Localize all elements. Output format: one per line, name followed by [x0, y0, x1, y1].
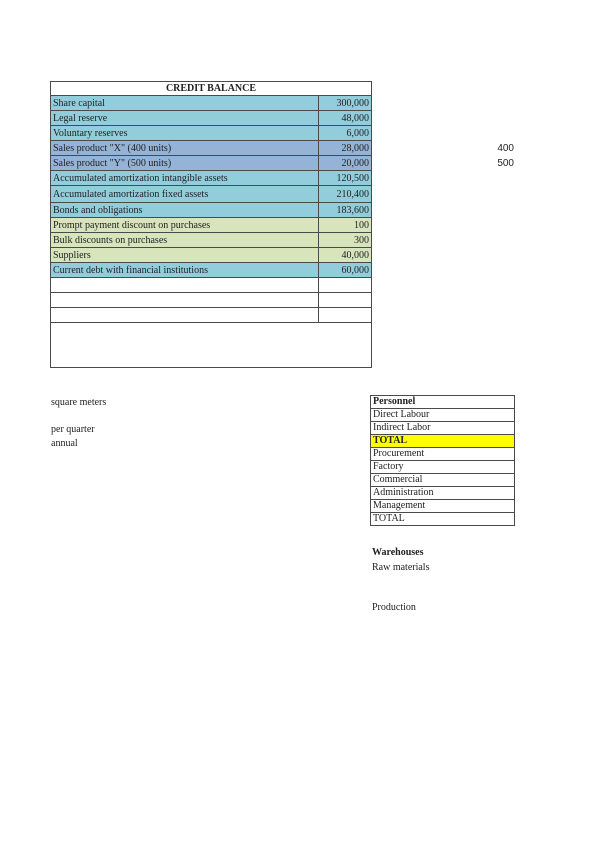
row-label[interactable]: Bulk discounts on purchases — [51, 233, 319, 248]
table-row — [51, 233, 372, 248]
row-amount[interactable]: 40,000 — [319, 248, 372, 263]
empty-cell[interactable] — [51, 323, 372, 368]
personnel-header[interactable]: Personnel — [371, 396, 515, 409]
row-label[interactable]: Bonds and obligations — [51, 203, 319, 218]
row-label[interactable]: Prompt payment discount on purchases — [51, 218, 319, 233]
row-amount[interactable]: 100 — [319, 218, 372, 233]
personnel-item[interactable]: Management — [371, 500, 515, 513]
row-amount[interactable]: 120,500 — [319, 171, 372, 186]
table-row — [51, 141, 372, 156]
empty-cell[interactable] — [319, 278, 372, 293]
row-label[interactable]: Share capital — [51, 96, 319, 111]
row-amount[interactable]: 20,000 — [319, 156, 372, 171]
table-row — [51, 203, 372, 218]
table-row — [371, 448, 515, 461]
table-row — [51, 126, 372, 141]
table-row — [371, 487, 515, 500]
production-label: Production — [372, 602, 416, 613]
warehouses-header: Warehouses — [372, 547, 424, 558]
table-row — [371, 396, 515, 409]
table-row — [51, 218, 372, 233]
personnel-item[interactable]: Indirect Labor — [371, 422, 515, 435]
table-row — [51, 156, 372, 171]
row-amount[interactable]: 300,000 — [319, 96, 372, 111]
credit-balance-table — [50, 81, 372, 368]
empty-cell[interactable] — [51, 278, 319, 293]
x-units-value[interactable]: 400 — [497, 143, 514, 154]
empty-row — [51, 293, 372, 308]
empty-cell[interactable] — [51, 293, 319, 308]
per-quarter-note: per quarter — [51, 424, 95, 435]
row-label[interactable]: Sales product "Y" (500 units) — [51, 156, 319, 171]
personnel-item[interactable]: Procurement — [371, 448, 515, 461]
row-label[interactable]: Legal reserve — [51, 111, 319, 126]
personnel-item[interactable]: Administration — [371, 487, 515, 500]
annual-note: annual — [51, 438, 78, 449]
table-row — [371, 422, 515, 435]
table-row — [51, 171, 372, 186]
table-row — [371, 461, 515, 474]
row-amount[interactable]: 28,000 — [319, 141, 372, 156]
table-row — [51, 111, 372, 126]
empty-cell[interactable] — [319, 308, 372, 323]
personnel-table — [370, 395, 515, 526]
table-row — [51, 263, 372, 278]
row-label[interactable]: Suppliers — [51, 248, 319, 263]
empty-cell[interactable] — [51, 308, 319, 323]
table-row — [51, 248, 372, 263]
table-row — [371, 500, 515, 513]
table-row — [51, 96, 372, 111]
table-row — [371, 513, 515, 526]
personnel-item[interactable]: Direct Labour — [371, 409, 515, 422]
empty-row — [51, 323, 372, 368]
row-label[interactable]: Accumulated amortization intangible assets — [51, 171, 319, 186]
personnel-total[interactable]: TOTAL — [371, 513, 515, 526]
row-amount[interactable]: 183,600 — [319, 203, 372, 218]
empty-row — [51, 278, 372, 293]
personnel-total-highlight[interactable]: TOTAL — [371, 435, 515, 448]
table-row — [371, 474, 515, 487]
square-meters-note: square meters — [51, 397, 107, 408]
y-units-value[interactable]: 500 — [497, 158, 514, 169]
personnel-item[interactable]: Factory — [371, 461, 515, 474]
credit-balance-title: CREDIT BALANCE — [51, 82, 372, 96]
personnel-item[interactable]: Commercial — [371, 474, 515, 487]
empty-cell[interactable] — [319, 293, 372, 308]
row-amount[interactable]: 60,000 — [319, 263, 372, 278]
row-label[interactable]: Voluntary reserves — [51, 126, 319, 141]
row-label[interactable]: Sales product "X" (400 units) — [51, 141, 319, 156]
row-amount[interactable]: 6,000 — [319, 126, 372, 141]
row-amount[interactable]: 300 — [319, 233, 372, 248]
row-amount[interactable]: 210,400 — [319, 186, 372, 203]
table-row — [51, 186, 372, 203]
table-row — [371, 409, 515, 422]
table-row — [371, 435, 515, 448]
raw-materials-label: Raw materials — [372, 562, 430, 573]
row-amount[interactable]: 48,000 — [319, 111, 372, 126]
empty-row — [51, 308, 372, 323]
row-label[interactable]: Current debt with financial institutions — [51, 263, 319, 278]
row-label[interactable]: Accumulated amortization fixed assets — [51, 186, 319, 203]
